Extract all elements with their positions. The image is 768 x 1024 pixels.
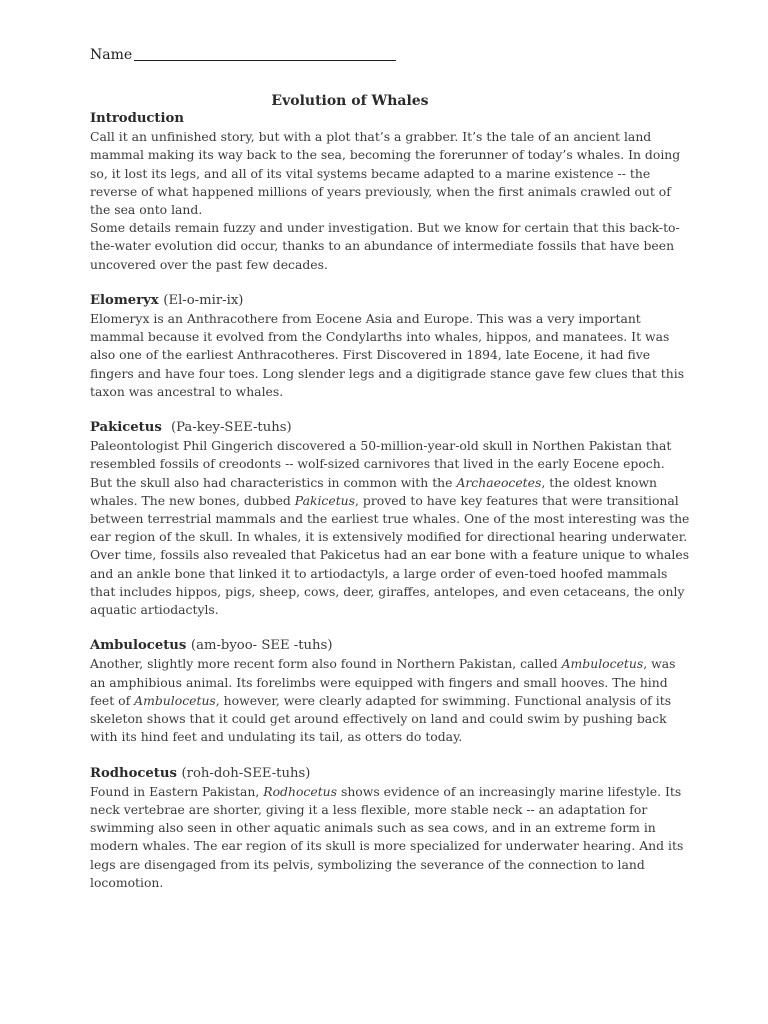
paragraph: Found in Eastern Pakistan, Rodhocetus shows evidence of an increasingly marine lifestyle. Its neck vertebrae are shorter, giving it a less flexible, more stable neck -- an adaptation for swimming also seen in other aquatic animals such as sea cows, and in an extreme form in modern whales. The ear region of its skull is more specialized for underwater hearing. And its legs are disengaged from its pelvis, symbolizing the severance of the connection to land locomotion. <box>90 783 684 890</box>
paragraph: Over time, fossils also revealed that Pakicetus had an ear bone with a feature unique to whales and an ankle bone that linked it to artiodactyls, a large order of even-toed hoofed mammals that includes hippos, pigs, sheep, cows, deer, giraffes, antelopes, and even cetaceans, the only aquatic artiodactyls. <box>90 547 690 618</box>
paragraph: Elomeryx is an Anthracothere from Eocene Asia and Europe. This was a very important mammal because it evolved from the Condylarths into whales, hippos, and manatees. It was also one of the earliest Anthracotheres. First Discovered in 1894, late Eocene, it had five fingers and have four toes. Long slender legs and a digitigrade stance gave few clues that this taxon was ancestral to whales. <box>90 311 685 399</box>
section-introduction <box>90 110 690 274</box>
name-label: Name <box>90 47 133 63</box>
name-field[interactable] <box>90 46 396 64</box>
document-title: Evolution of Whales <box>271 93 429 109</box>
paragraph: Some details remain fuzzy and under investigation. But we know for certain that this back-to-the-water evolution did occur, thanks to an abundance of intermediate fossils that have been uncovered over the past few decades. <box>90 220 680 272</box>
section-heading: Introduction <box>90 111 184 126</box>
document-body <box>90 110 690 910</box>
section-heading: Pakicetus (Pa-key-SEE-tuhs) <box>90 420 292 436</box>
pronunciation: am-byoo- SEE -tuhs <box>196 638 328 654</box>
paragraph: Paleontologist Phil Gingerich discovered a 50-million-year-old skull in Northen Pakistan that resembled fossils of creodonts -- wolf-sized carnivores that lived in the early Eocene epoch. But the skull also had characteristics in common with the Archaeocetes, the oldest known whales. The new bones, dubbed Pakicetus, proved to have key features that were transitional between terrestrial mammals and the earliest true whales. One of the most interesting was the ear region of the skull. In whales, it is extensively modified for directional hearing underwater. <box>90 438 690 545</box>
section-heading: Ambulocetus (am-byoo- SEE -tuhs) <box>90 638 333 654</box>
section-heading: Elomeryx (El-o-mir-ix) <box>90 292 244 308</box>
pronunciation: Pa-key-SEE-tuhs <box>176 420 287 436</box>
section-heading: Rodhocetus (roh-doh-SEE-tuhs) <box>90 765 311 781</box>
section-pakicetus <box>90 419 690 619</box>
section-rodhocetus <box>90 765 690 892</box>
paragraph: Another, slightly more recent form also found in Northern Pakistan, called Ambulocetus, was an amphibious animal. Its forelimbs were equipped with fingers and small hooves. The hind feet of Ambulocetus, however, were clearly adapted for swimming. Functional analysis of its skeleton shows that it could get around effectively on land and could swim by pushing back with its hind feet and undulating its tail, as otters do today. <box>90 656 676 745</box>
name-blank-line[interactable] <box>134 59 396 61</box>
pronunciation: roh-doh-SEE-tuhs <box>186 765 306 781</box>
paragraph: Call it an unfinished story, but with a plot that’s a grabber. It’s the tale of an ancient land mammal making its way back to the sea, becoming the forerunner of today’s whales. In doing so, it lost its legs, and all of its vital systems became adapted to a marine existence -- the reverse of what happened millions of years previously, when the first animals crawled out of the sea onto land. <box>90 129 681 218</box>
pronunciation: El-o-mir-ix <box>168 292 239 308</box>
section-elomeryx <box>90 292 690 401</box>
section-ambulocetus <box>90 637 690 746</box>
